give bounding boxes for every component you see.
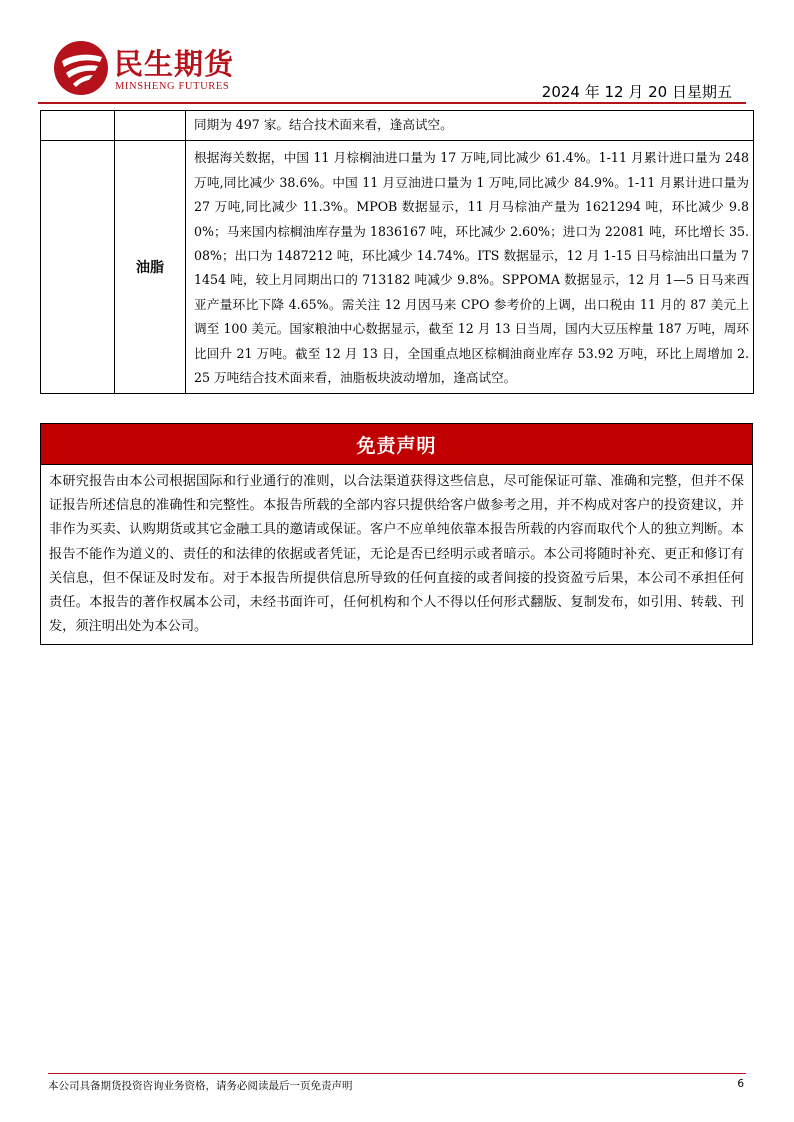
footer-note: 本公司具备期货投资咨询业务资格，请务必阅读最后一页免责声明 xyxy=(48,1080,353,1092)
report-date: 2024 年 12 月 20 日星期五 xyxy=(541,83,732,101)
analysis-text: 根据海关数据，中国 11 月棕榈油进口量为 17 万吨,同比减少 61.4%。1-11 月累计进口量为 248 万吨,同比减少 38.6%。中国 11 月豆油进口量为 1 万吨,同比减少 84.9%。1-11 月累计进口量为 27 万吨,同比减少 11.3%。MPOB 数据显示，11 月马棕油产量为 1621294 吨，环比减少 9.80%；马来国内棕榈油库存量为 1836167 吨，环比减少 2.60%；进口为 22081 吨，环比增长 35.08%；出口为 1487212 吨，环比减少 14.74%。ITS 数据显示，12 月 1-15 日马棕油出口量为 71454 吨，较上月同期出口的 713182 吨减少 9.8%。SPPOMA 数据显示，12 月 1—5 日马来西亚产量环比下降 4.65%。需关注 12 月因马来 CPO 参考价的上调，出口税由 11 月的 87 美元上调至 100 美元。国家粮油中心数据显示，截至 12 月 13 日当周，国内大豆压榨量 187 万吨，周环比回升 21 万吨。截至 12 月 13 日，全国重点地区棕榈油商业库存 53.92 万吨，环比上周增加 2.25 万吨结合技术面来看，油脂板块波动增加，逢高试空。 xyxy=(194,150,749,386)
analysis-text: 同期为 497 家。结合技术面来看，逢高试空。 xyxy=(194,117,453,132)
page-header xyxy=(0,0,794,104)
disclaimer-body: 本研究报告由本公司根据国际和行业通行的准则，以合法渠道获得这些信息，尽可能保证可靠、准确和完整，但并不保证报告所述信息的准确性和完整性。本报告所载的全部内容只提供给客户做参考之用，并不构成对客户的投资建议，并非作为买卖、认购期货或其它金融工具的邀请或保证。客户不应单纯依靠本报告所载的内容而取代个人的独立判断。本报告不能作为道义的、责任的和法律的依据或者凭证，无论是否已经明示或者暗示。本公司将随时补充、更正和修订有关信息，但不保证及时发布。对于本报告所提供信息所导致的任何直接的或者间接的投资盈亏后果，本公司不承担任何责任。本报告的著作权属本公司，未经书面许可，任何机构和个人不得以任何形式翻版、复制发布，如引用、转载、刊发，须注明出处为本公司。 xyxy=(41,465,753,645)
table-row xyxy=(41,111,754,141)
analysis-cell xyxy=(186,141,754,394)
disclaimer-table xyxy=(40,423,753,645)
subcategory-cell: 油脂 xyxy=(115,141,186,394)
company-name-cn: 民生期货 xyxy=(114,47,235,81)
category-cell xyxy=(41,111,115,141)
company-name-en: MINSHENG FUTURES xyxy=(115,81,230,92)
analysis-cell xyxy=(186,111,754,141)
header-divider xyxy=(38,102,746,104)
footer-divider xyxy=(48,1073,746,1074)
table-row xyxy=(41,141,754,394)
page-number: 6 xyxy=(737,1078,744,1090)
minsheng-logo-icon xyxy=(53,40,109,96)
subcategory-cell xyxy=(115,111,186,141)
category-cell xyxy=(41,141,115,394)
disclaimer-title: 免责声明 xyxy=(41,424,753,465)
commodity-analysis-table xyxy=(40,110,754,394)
